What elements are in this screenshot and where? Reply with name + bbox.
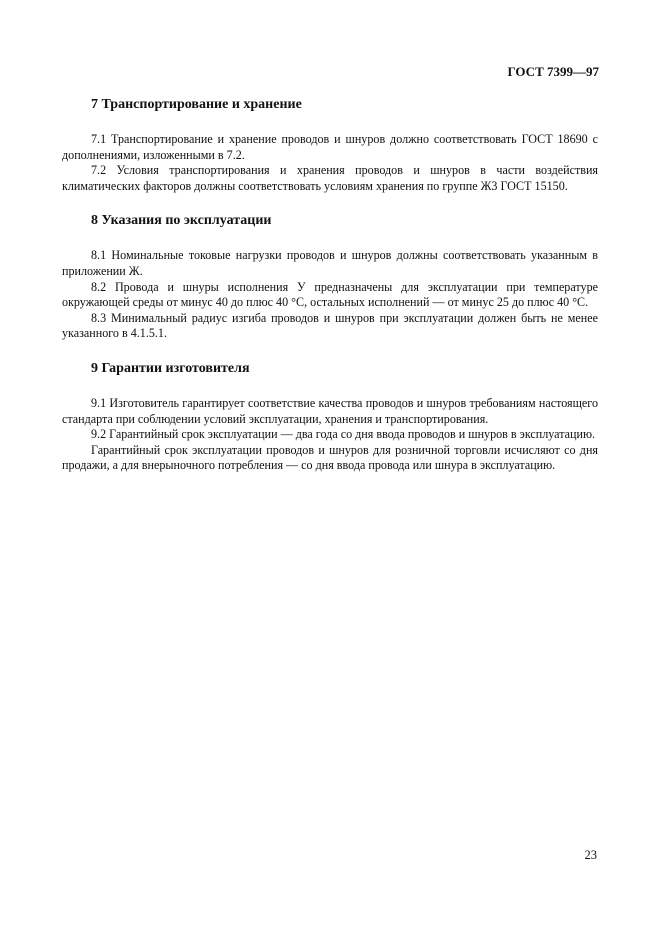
page-content [62, 96, 598, 492]
paragraph: 8.3 Минимальный радиус изгиба проводов и шнуров при эксплуатации должен быть не менее указанного в 4.1.5.1. [62, 310, 598, 341]
paragraph: 9.1 Изготовитель гарантирует соответствие качества проводов и шнуров требованиям настоящего стандарта при соблюдении условий эксплуатации, хранения и транспортирования. [62, 395, 598, 426]
section-transport-storage [62, 96, 598, 194]
section-title: 8 Указания по эксплуатации [91, 213, 272, 229]
section-manufacturer-warranty [62, 360, 598, 474]
paragraph: Гарантийный срок эксплуатации проводов и шнуров для розничной торговли исчисляют со дня продажи, а для внерыночного потребления — со дня ввода провода или шнура в эксплуатацию. [62, 442, 598, 473]
paragraph: 8.2 Провода и шнуры исполнения У предназначены для эксплуатации при температуре окружающей среды от минус 40 до плюс 40 °С, остальных исполнений — от минус 25 до плюс 40 °С. [62, 279, 598, 310]
paragraph: 7.2 Условия транспортирования и хранения проводов и шнуров в части воздействия климатических факторов должны соответствовать условиям хранения по группе Ж3 ГОСТ 15150. [62, 163, 598, 193]
paragraph: 8.1 Номинальные токовые нагрузки проводов и шнуров должны соответствовать указанным в приложении Ж. [62, 248, 598, 278]
section-title: 7 Транспортирование и хранение [91, 97, 302, 112]
section-operation-instructions [62, 212, 598, 342]
document-code: ГОСТ 7399—97 [507, 64, 599, 79]
page-number: 23 [584, 848, 597, 862]
section-title: 9 Гарантии изготовителя [91, 360, 250, 376]
paragraph: 9.2 Гарантийный срок эксплуатации — два года со дня ввода проводов и шнуров в эксплуатацию. [91, 427, 596, 442]
paragraph: 7.1 Транспортирование и хранение проводов и шнуров должно соответствовать ГОСТ 18690 с дополнениями, изложенными в 7.2. [62, 132, 598, 162]
